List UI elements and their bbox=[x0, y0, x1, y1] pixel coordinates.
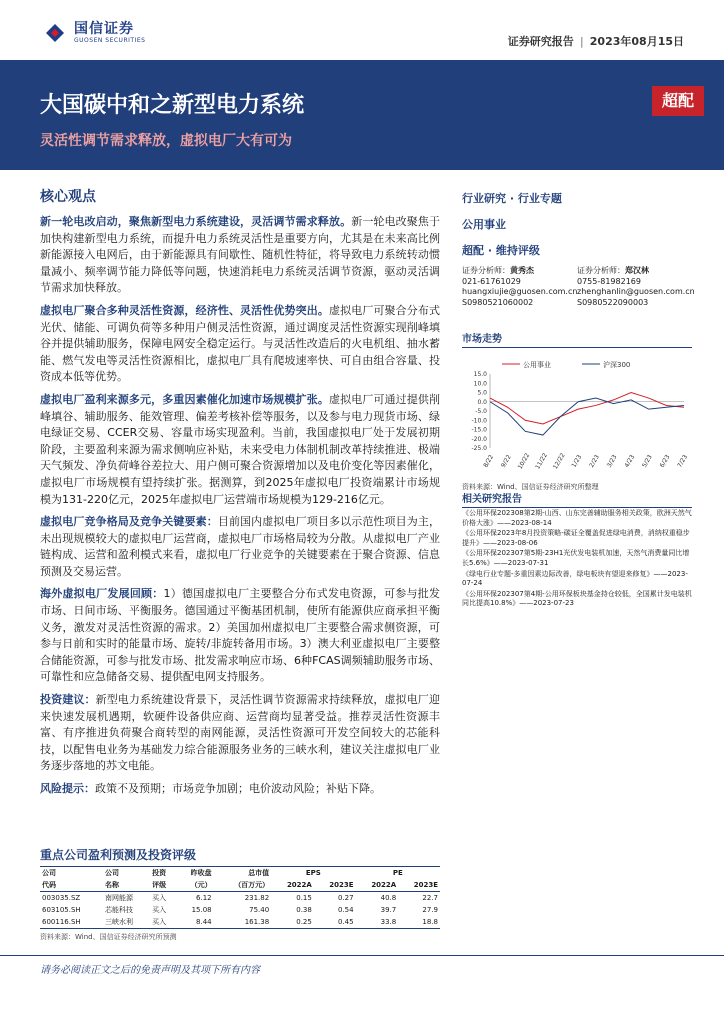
x-tick-label: 4/23 bbox=[623, 453, 637, 469]
core-heading: 核心观点 bbox=[40, 189, 96, 205]
x-tick-label: 11/22 bbox=[534, 452, 549, 471]
related-report-item[interactable]: 《公用环保202308第2期-山西、山东完善辅助服务相关政策，欧洲天然气价格大涨》——2023-08-14 bbox=[462, 509, 692, 527]
report-meta: 证券研究报告 | 2023年08月15日 bbox=[507, 35, 684, 48]
x-tick-label: 5/23 bbox=[641, 453, 654, 469]
paragraph-7: 风险提示：政策不及预期；市场竞争加剧；电价波动风险；补贴下降。 bbox=[40, 782, 381, 795]
report-category: 行业研究 · 行业专题 bbox=[462, 192, 562, 205]
y-tick-label: 5.0 bbox=[477, 389, 487, 397]
rating-tag: 超配 bbox=[652, 86, 704, 116]
x-tick-label: 3/23 bbox=[605, 453, 619, 469]
table-row: 600116.SH 三峡水利 买入 8.44 161.38 0.25 0.45 33.8 18.8 bbox=[40, 916, 440, 929]
related-report-item[interactable]: 《公用环保202307第4期-公用环保板块基金持仓较低，全国累计发电装机同比提高10.8%》——2023-07-23 bbox=[462, 589, 692, 608]
related-reports bbox=[462, 490, 692, 609]
series-line-2 bbox=[490, 398, 684, 435]
x-tick-label: 1/23 bbox=[570, 453, 584, 469]
sidebar bbox=[462, 190, 695, 308]
logo-text-en: GUOSEN SECURITIES bbox=[74, 37, 146, 44]
analyst-list bbox=[462, 266, 695, 308]
analyst-card: 证券分析师：黄秀杰 021-61761029 huangxiujie@guosen.com.cn S0980521060002 bbox=[462, 266, 578, 307]
legend-label: 公用事业 bbox=[523, 361, 551, 369]
related-report-item[interactable]: 《绿电行业专题-多重因素边际改善，绿电板块有望迎来修复》——2023-07-24 bbox=[462, 569, 688, 588]
x-tick-label: 2/23 bbox=[588, 453, 601, 469]
paragraph-6: 投资建议：新型电力系统建设背景下，灵活性调节资源需求持续释放，虚拟电厂迎来快速发展机遇期，软硬件设备供应商、运营商均显著受益。推荐灵活性资源丰富、有序推进负荷聚合商转型的南网能源，灵活性资源可开发空间较大的芯能科技，以配售电业务为基础发力综合能源服务业务的三峡水利，建议关注虚拟电厂业务逐步落地的苏文电能。 bbox=[40, 693, 441, 773]
paragraph-1: 新一轮电改启动，聚焦新型电力系统建设，灵活调节需求释放。新一轮电改聚焦于加快构建新型电力系统，而提升电力系统灵活性是重要方向，尤其是在未来高比例新能源接入电网后，由于新能源具有间歇性、随机性特征，将导致电力系统转动惯量减小、频率调节能力降低等问题，快速消耗电力系统灵活调节资源，驱动灵活调节需求加快释放。 bbox=[40, 215, 441, 295]
y-tick-label: -10.0 bbox=[471, 417, 487, 425]
forecast-table: 公司 公司 投资 昨收盘 总市值 EPS PE 代码 名称 评级 （元） （百万元） 2022A 2023E 2022A 2023E 003035.SZ 南网能源 买入 6.12 231.82 0.15 0.27 40.8 22.7 603105.SH 芯能科技 买入 15.08 75.40 0.38 0.54 39.7 27.9 600116.SH 三峡水利 买入 8.44 161.38 0.25 0.45 33.8 18.8 bbox=[40, 866, 440, 929]
paragraph-5: 海外虚拟电厂发展回顾：1）德国虚拟电厂主要整合分布式发电资源，可参与批发市场、日间市场、平衡服务。德国通过平衡基团机制，使所有能源供应商承担平衡义务，激发对灵活性资源的需求。2）美国加州虚拟电厂主要整合需求侧资源，可参与日前和实时的能量市场、旋转/非旋转备用市场。3）澳大利亚虚拟电厂主要整合储能资源，可参与批发市场、批发需求响应市场、6种FCAS调频辅助服务市场、可靠性和应急储备交易、提供配电网支持服务。 bbox=[40, 587, 440, 684]
paragraph-4: 虚拟电厂竞争格局及竞争关键要素：目前国内虚拟电厂项目多以示范性项目为主，未出现规模较大的虚拟电厂运营商，虚拟电厂市场格局较为分散。从虚拟电厂产业链构成、运营和盈利模式来看，虚拟电厂行业竞争的关键要素在于聚合资源、信息预测及交易运营。 bbox=[40, 515, 440, 578]
logo-text-cn: 国信证券 bbox=[74, 21, 134, 37]
x-tick-label: 6/23 bbox=[658, 453, 672, 469]
table-row: 003035.SZ 南网能源 买入 6.12 231.82 0.15 0.27 40.8 22.7 bbox=[42, 894, 438, 902]
report-subtitle: 灵活性调节需求释放，虚拟电厂大有可为 bbox=[40, 133, 292, 149]
paragraph-3: 虚拟电厂盈利来源多元，多重因素催化加速市场规模扩张。虚拟电厂可通过提供削峰填谷、辅助服务、能效管理、偏差考核补偿等服务，以及参与电力现货市场、绿电绿证交易、CCER交易、容量市场实现盈利。当前，我国虚拟电厂处于发展初期阶段，主要盈利来源为需求侧响应补贴，未来受电力体制机制改革持续推进、极端天气频发、净负荷峰谷差拉大、用户侧可聚合资源增加以及电价变化等因素催化，虚拟电厂市场规模有望持续扩张。据测算，到2025年虚拟电厂投资端累计市场规模为131-220亿元，2025年虚拟电厂运营端市场规模为129-216亿元。 bbox=[40, 392, 441, 506]
table-source: 资料来源：Wind、国信证券经济研究所预测 bbox=[40, 933, 177, 941]
footer-divider bbox=[0, 955, 724, 956]
related-report-item[interactable]: 《公用环保2023年8月投资策略-碳证全覆盖促进绿电消费，消纳权重稳步提升》——2023-08-06 bbox=[462, 529, 690, 547]
x-tick-label: 10/22 bbox=[516, 452, 532, 471]
table-row: 603105.SH 芯能科技 买入 15.08 75.40 0.38 0.54 39.7 27.9 bbox=[42, 906, 438, 914]
guosen-logo-icon bbox=[42, 20, 68, 46]
core-views bbox=[40, 186, 440, 804]
page-header bbox=[0, 0, 724, 58]
y-tick-label: -25.0 bbox=[471, 445, 487, 452]
forecast-table-title: 重点公司盈利预测及投资评级 bbox=[40, 848, 197, 862]
y-tick-label: -20.0 bbox=[471, 435, 487, 443]
related-heading: 相关研究报告 bbox=[462, 490, 692, 508]
y-tick-label: 0.0 bbox=[477, 398, 487, 406]
y-tick-label: -15.0 bbox=[471, 426, 487, 434]
market-heading: 市场走势 bbox=[462, 330, 692, 348]
legend-label: 沪深300 bbox=[603, 361, 631, 369]
industry-rating: 超配 · 维持评级 bbox=[462, 244, 540, 257]
x-tick-label: 8/22 bbox=[482, 453, 496, 469]
report-type: 证券研究报告 bbox=[507, 35, 574, 48]
industry-name: 公用事业 bbox=[462, 218, 506, 231]
report-title: 大国碳中和之新型电力系统 bbox=[40, 93, 305, 118]
chart-source: 资料来源：Wind、国信证券经济研究所整理 bbox=[462, 483, 599, 491]
x-tick-label: 12/22 bbox=[551, 452, 567, 471]
market-trend-chart bbox=[462, 348, 692, 476]
x-tick-label: 9/22 bbox=[499, 453, 513, 469]
x-tick-label: 7/23 bbox=[676, 453, 690, 469]
y-tick-label: 15.0 bbox=[473, 371, 487, 378]
y-tick-label: 10.0 bbox=[473, 380, 487, 388]
analyst-card: 证券分析师：郑汉林 0755-81982169 zhenghanlin@guosen.com.cn S0980522090003 bbox=[577, 266, 695, 307]
disclaimer-footer: 请务必阅读正文之后的免责声明及其项下所有内容 bbox=[40, 965, 260, 976]
brand-logo bbox=[42, 20, 145, 46]
market-trend-section bbox=[462, 330, 692, 492]
report-date: 2023年08月15日 bbox=[589, 35, 684, 48]
paragraph-2: 虚拟电厂聚合多种灵活性资源，经济性、灵活性优势突出。虚拟电厂可聚合分布式光伏、储能、可调负荷等多种用户侧灵活性资源，通过调度灵活性资源实现削峰填谷并提供辅助服务，保障电网安全稳定运行。与灵活性改造后的火电机组、抽水蓄能、燃气发电等灵活性资源相比，虚拟电厂具有爬坡速率快、可自由组合容量、投资成本低等优势。 bbox=[40, 303, 441, 384]
related-report-item[interactable]: 《公用环保202307第5期-23H1光伏发电装机加速，天然气消费量同比增长5.6%》——2023-07-31 bbox=[462, 549, 690, 567]
y-tick-label: -5.0 bbox=[475, 408, 487, 415]
